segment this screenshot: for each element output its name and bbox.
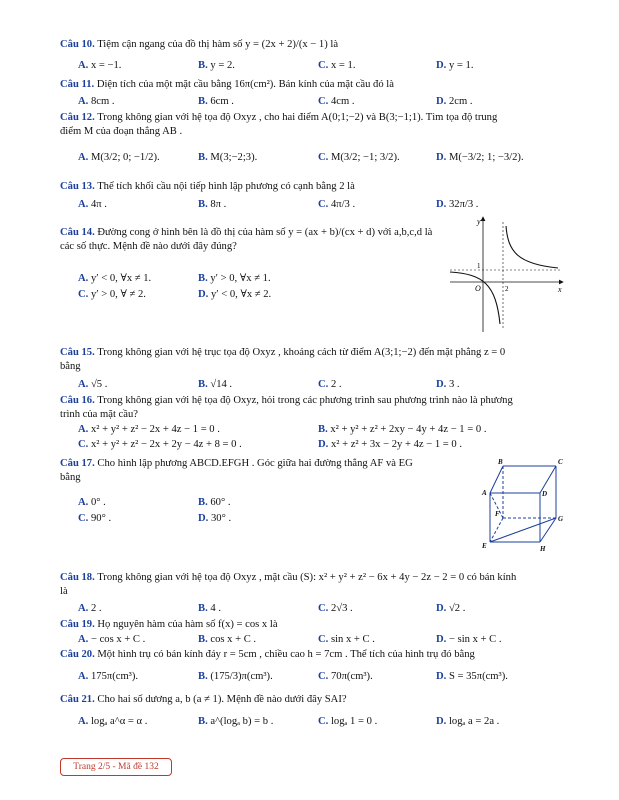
- question-text: Diện tích của một mặt cầu bằng 16π(cm²). Bán kính của mặt cầu đó là: [96, 79, 394, 90]
- question-number: Câu 10.: [60, 39, 95, 50]
- option-d[interactable]: 3 .: [448, 379, 460, 390]
- option-a[interactable]: 8cm .: [90, 96, 115, 107]
- vertex-a: A: [482, 489, 487, 497]
- option-b[interactable]: y = 2.: [210, 60, 235, 71]
- question-text: Đường cong ở hình bên là đồ thị của hàm số y = (ax + b)/(cx + d) với a,b,c,d là: [97, 227, 433, 238]
- option-a[interactable]: M(3/2; 0; −1/2).: [90, 152, 160, 163]
- question-number: Câu 12.: [60, 112, 95, 123]
- option-b[interactable]: cos x + C .: [210, 634, 257, 645]
- option-a[interactable]: x² + y² + z² − 2x + 4z − 1 = 0 .: [90, 424, 220, 435]
- option-c[interactable]: y′ > 0, ∀ ≠ 2.: [90, 289, 146, 300]
- cube-figure: [478, 458, 578, 558]
- axis-x-label: x: [558, 285, 562, 294]
- option-c[interactable]: 90° .: [90, 513, 112, 524]
- options-17-row2: C. 90° . D. 30° .: [78, 513, 232, 524]
- vertex-b: B: [498, 458, 503, 466]
- question-text: Tiệm cận ngang của đồ thị hàm số y = (2x + 2)/(x − 1) là: [97, 39, 339, 50]
- option-b[interactable]: M(3;−2;3).: [210, 152, 258, 163]
- options-13: A. 4π . B. 8π . C. 4π/3 . D. 32π/3 .: [78, 199, 479, 210]
- option-a[interactable]: 2 .: [90, 603, 102, 614]
- question-text: Trong không gian với hệ tọa độ Oxyz , cho hai điểm A(0;1;−2) và B(3;−1;1). Tìm tọa độ trung: [97, 112, 498, 123]
- options-19: A. − cos x + C . B. cos x + C . C. sin x + C . D. − sin x + C .: [78, 634, 502, 645]
- options-17-row1: A. 0° . B. 60° .: [78, 497, 231, 508]
- option-a[interactable]: 175π(cm³).: [90, 671, 139, 682]
- vertex-e: E: [482, 542, 487, 550]
- option-a[interactable]: − cos x + C .: [90, 634, 146, 645]
- options-12: A. M(3/2; 0; −1/2). B. M(3;−2;3). C. M(3/2; −1; 3/2). D. M(−3/2; 1; −3/2).: [78, 152, 524, 163]
- option-c[interactable]: logₐ 1 = 0 .: [330, 716, 378, 727]
- option-b[interactable]: √14 .: [210, 379, 233, 390]
- question-number: Câu 16.: [60, 395, 95, 406]
- options-21: A. logₐ a^α = α . B. a^(logₐ b) = b . C. logₐ 1 = 0 . D. logₐ a = 2a .: [78, 716, 500, 727]
- option-a[interactable]: x = −1.: [90, 60, 122, 71]
- option-c[interactable]: 2√3 .: [330, 603, 353, 614]
- options-15: A. √5 . B. √14 . C. 2 . D. 3 .: [78, 379, 460, 390]
- option-d[interactable]: 32π/3 .: [448, 199, 479, 210]
- question-18: [60, 571, 579, 599]
- hyperbola-graph: [448, 212, 568, 337]
- option-b[interactable]: (175/3)π(cm³).: [210, 671, 273, 682]
- question-number: Câu 11.: [60, 79, 95, 90]
- option-c[interactable]: M(3/2; −1; 3/2).: [330, 152, 400, 163]
- question-17: [60, 457, 479, 485]
- question-text-cont: bằng: [60, 472, 81, 483]
- option-a[interactable]: 4π .: [90, 199, 107, 210]
- question-number: Câu 15.: [60, 347, 95, 358]
- option-d[interactable]: − sin x + C .: [448, 634, 502, 645]
- options-11: A. 8cm . B. 6cm . C. 4cm . D. 2cm .: [78, 96, 473, 107]
- question-19: [60, 618, 579, 632]
- question-number: Câu 14.: [60, 227, 95, 238]
- question-text: Cho hai số dương a, b (a ≠ 1). Mệnh đề nào dưới đây SAI?: [97, 694, 347, 705]
- option-c[interactable]: x = 1.: [330, 60, 356, 71]
- vertex-h: H: [540, 545, 546, 553]
- option-b[interactable]: 8π .: [210, 199, 227, 210]
- option-d[interactable]: M(−3/2; 1; −3/2).: [448, 152, 524, 163]
- options-18: A. 2 . B. 4 . C. 2√3 . D. √2 .: [78, 603, 466, 614]
- options-10: A. x = −1. B. y = 2. C. x = 1. D. y = 1.: [78, 60, 474, 71]
- question-15: [60, 346, 579, 374]
- question-number: Câu 20.: [60, 649, 95, 660]
- question-text-cont: là: [60, 586, 68, 597]
- option-b[interactable]: 6cm .: [210, 96, 234, 107]
- page-footer: Trang 2/5 - Mã đề 132: [60, 758, 172, 776]
- tick-2: 2: [505, 285, 509, 293]
- question-text: Họ nguyên hàm của hàm số f(x) = cos x là: [97, 619, 278, 630]
- option-c[interactable]: 70π(cm³).: [330, 671, 373, 682]
- question-text-cont: bằng: [60, 361, 81, 372]
- vertex-c: C: [558, 458, 563, 466]
- option-d[interactable]: √2 .: [448, 603, 466, 614]
- question-number: Câu 19.: [60, 619, 95, 630]
- option-b[interactable]: 4 .: [210, 603, 221, 614]
- option-d[interactable]: 2cm .: [448, 96, 473, 107]
- option-d[interactable]: 30° .: [210, 513, 232, 524]
- vertex-f: F: [495, 510, 500, 518]
- question-14: [60, 226, 444, 254]
- option-a[interactable]: logₐ a^α = α .: [90, 716, 148, 727]
- vertex-d: D: [542, 490, 548, 498]
- question-text: Trong không gian với hệ tọa độ Oxyz, hỏi trong các phương trình sau phương trình nào là phương: [97, 395, 513, 406]
- options-14-row2: C. y′ > 0, ∀ ≠ 2. D. y′ < 0, ∀x ≠ 2.: [78, 289, 272, 300]
- option-d[interactable]: S = 35π(cm³).: [448, 671, 508, 682]
- question-number: Câu 21.: [60, 694, 95, 705]
- vertex-g: G: [558, 515, 564, 523]
- question-text: Trong không gian với hệ trục tọa độ Oxyz , khoảng cách từ điểm A(3;1;−2) đến mặt phẳng z = 0: [97, 347, 506, 358]
- option-c[interactable]: x² + y² + z² − 2x + 2y − 4z + 8 = 0 .: [90, 439, 242, 450]
- option-a[interactable]: y′ < 0, ∀x ≠ 1.: [90, 273, 152, 284]
- option-b[interactable]: y′ > 0, ∀x ≠ 1.: [210, 273, 271, 284]
- question-text-cont: các số thực. Mệnh đề nào dưới đây đúng?: [60, 241, 237, 252]
- question-20: [60, 648, 579, 662]
- options-16-row1: A. x² + y² + z² − 2x + 4z − 1 = 0 . B. x² + y² + z² + 2xy − 4y + 4z − 1 = 0 .: [78, 424, 487, 435]
- option-a[interactable]: 0° .: [90, 497, 106, 508]
- question-text: Trong không gian với hệ tọa độ Oxyz , mặt cầu (S): x² + y² + z² − 6x + 4y − 2z − 2 = 0 có bán kính: [97, 572, 517, 583]
- question-16: [60, 394, 579, 422]
- option-c[interactable]: 2 .: [330, 379, 342, 390]
- option-b[interactable]: x² + y² + z² + 2xy − 4y + 4z − 1 = 0 .: [330, 424, 487, 435]
- question-21: [60, 693, 579, 707]
- question-number: Câu 17.: [60, 458, 95, 469]
- question-12: [60, 111, 579, 139]
- option-d[interactable]: x² + z² + 3x − 2y + 4z − 1 = 0 .: [330, 439, 463, 450]
- options-14-row1: A. y′ < 0, ∀x ≠ 1. B. y′ > 0, ∀x ≠ 1.: [78, 273, 271, 284]
- option-d[interactable]: y = 1.: [448, 60, 474, 71]
- question-text-cont: điểm M của đoạn thẳng AB .: [60, 126, 183, 137]
- question-text: Một hình trụ có bán kính đáy r = 5cm , chiều cao h = 7cm . Thể tích của hình trụ đó bằng: [97, 649, 475, 660]
- option-a[interactable]: √5 .: [90, 379, 108, 390]
- options-16-row2: C. x² + y² + z² − 2x + 2y − 4z + 8 = 0 . D. x² + z² + 3x − 2y + 4z − 1 = 0 .: [78, 439, 463, 450]
- option-c[interactable]: 4π/3 .: [330, 199, 356, 210]
- origin-label: O: [475, 284, 481, 293]
- question-text: Thể tích khối cầu nội tiếp hình lập phương có cạnh bằng 2 là: [97, 181, 355, 192]
- option-d[interactable]: y′ < 0, ∀x ≠ 2.: [210, 289, 272, 300]
- tick-1: 1: [477, 262, 481, 270]
- option-c[interactable]: sin x + C .: [330, 634, 375, 645]
- question-number: Câu 18.: [60, 572, 95, 583]
- option-d[interactable]: logₐ a = 2a .: [448, 716, 500, 727]
- option-c[interactable]: 4cm .: [330, 96, 355, 107]
- question-text: Cho hình lập phương ABCD.EFGH . Góc giữa hai đường thẳng AF và EG: [97, 458, 413, 469]
- question-text-cont: trình của mặt cầu?: [60, 409, 138, 420]
- option-b[interactable]: a^(logₐ b) = b .: [210, 716, 274, 727]
- option-b[interactable]: 60° .: [210, 497, 231, 508]
- question-13: [60, 180, 579, 194]
- question-11: [60, 78, 579, 92]
- question-10: [60, 38, 579, 52]
- axis-y-label: y: [477, 217, 481, 226]
- options-20: A. 175π(cm³). B. (175/3)π(cm³). C. 70π(cm³). D. S = 35π(cm³).: [78, 671, 508, 682]
- question-number: Câu 13.: [60, 181, 95, 192]
